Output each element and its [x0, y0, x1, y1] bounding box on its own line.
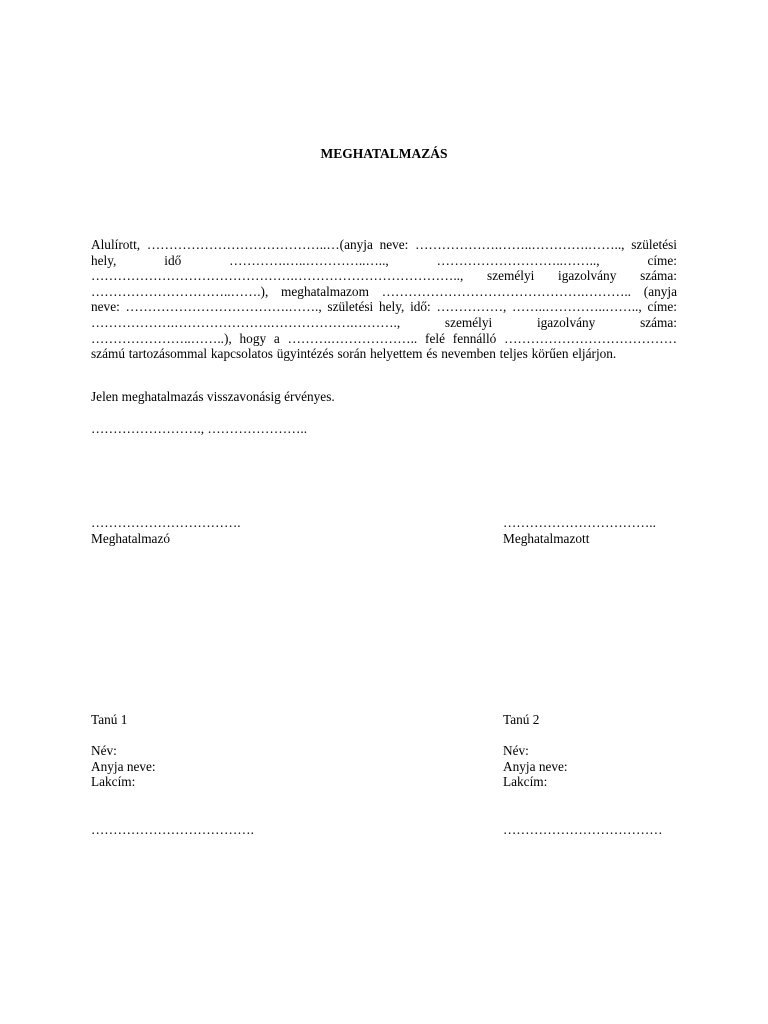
body-paragraph-block — [91, 237, 677, 362]
agent-label: Meghatalmazott — [503, 530, 590, 546]
spacer — [503, 728, 568, 744]
body-paragraph: Alulírott, …………………………………..…(anyja neve: ……………….……..………….…….., születési hely, idő ………….…..…………..….., ………………………..…….., címe: ……………………………………….……………………………….., személyi igazolvány száma: …………………………..…….), meghatalmazom ……………………………………….……….. (anyja neve: ……………………………….……., születési hely, idő: ……………, ……..…………..…….., címe: ……………….………………….……………….………., személyi igazolvány száma: …………………..……..), hogy a ……….……………….. felé fennálló …………………………………számú tartozásommal kapcsolatos ügyintézés során helyettem és nevemben teljes körűen eljárjon. — [91, 237, 677, 362]
spacer — [91, 728, 156, 744]
document-title: MEGHATALMAZÁS — [320, 146, 448, 161]
validity-statement: Jelen meghatalmazás visszavonásig érvényes. — [91, 389, 335, 404]
witness-1-signature-line: ………………………………. — [91, 822, 254, 837]
principal-signature-line: ……………………………. — [91, 515, 241, 530]
witness-2-address-label: Lakcím: — [503, 774, 548, 790]
witness-1-mother-label: Anyja neve: — [91, 758, 156, 774]
place-date-line: ……………………., ………………….. — [91, 421, 308, 436]
agent-signature-block — [503, 515, 656, 546]
witness-1-name-label: Név: — [91, 743, 117, 759]
witness-2-mother-label: Anyja neve: — [503, 758, 568, 774]
witness-2-block — [503, 712, 568, 790]
principal-label: Meghatalmazó — [91, 530, 171, 546]
witness-1-heading: Tanú 1 — [91, 712, 128, 727]
witness-2-heading: Tanú 2 — [503, 712, 540, 727]
witness-2-signature-line: ……………………………… — [503, 822, 663, 837]
witness-2-name-label: Név: — [503, 743, 529, 759]
agent-signature-line: …………………………….. — [503, 515, 656, 530]
witness-1-address-label: Lakcím: — [91, 774, 136, 790]
witness-1-block — [91, 712, 156, 790]
principal-signature-block — [91, 515, 241, 546]
